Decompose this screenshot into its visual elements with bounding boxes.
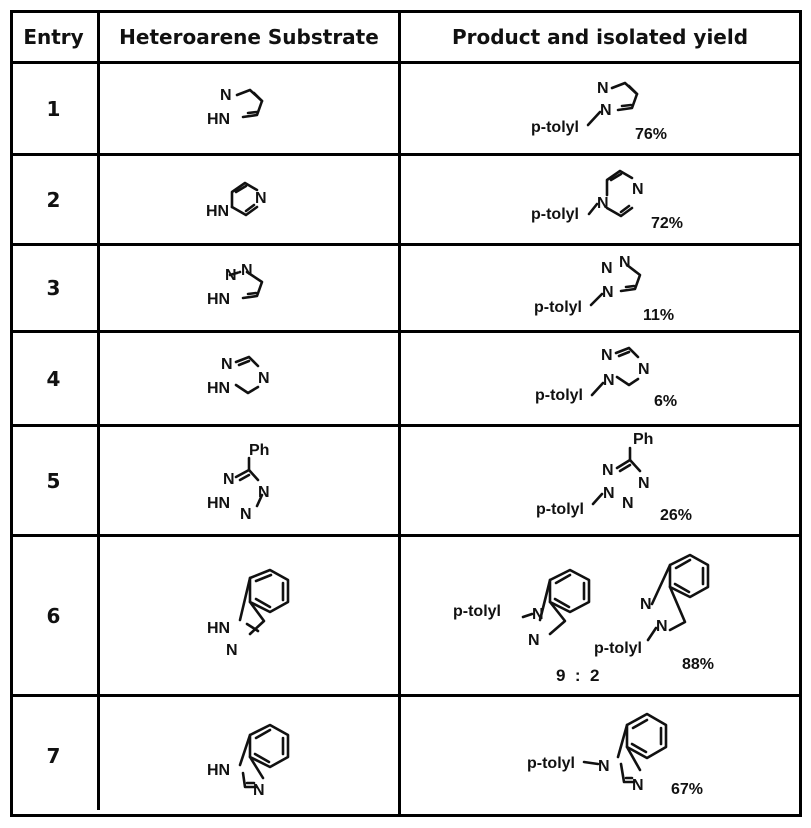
atom-label: N	[619, 254, 631, 271]
product-structure-1	[531, 80, 667, 143]
atom-label: N	[532, 606, 544, 623]
aryl-label: p-tolyl	[531, 119, 579, 136]
substrate-structure-7	[207, 725, 288, 799]
yield-value: 88%	[682, 656, 715, 673]
substrate-structure-1	[207, 87, 262, 128]
substituent-label: Ph	[633, 431, 654, 448]
substrate-structure-4	[207, 356, 270, 397]
substrate-structure-2	[206, 183, 267, 220]
isomer-ratio: 9 : 2	[556, 666, 600, 685]
atom-label: N	[258, 484, 270, 501]
atom-label: N	[603, 372, 615, 389]
atom-label: N	[640, 596, 652, 613]
aryl-label: p-tolyl	[594, 640, 642, 657]
aryl-label: p-tolyl	[536, 501, 584, 518]
atom-label: N	[240, 506, 252, 523]
substrate-structure-6	[207, 570, 288, 659]
substrate-structure-3	[207, 262, 262, 308]
atom-label: N	[597, 195, 609, 212]
aryl-label: p-tolyl	[531, 206, 579, 223]
atom-label: N	[597, 80, 609, 97]
atom-label: HN	[207, 380, 231, 397]
atom-label: N	[632, 777, 644, 794]
yield-value: 76%	[635, 126, 668, 143]
atom-label: N	[632, 181, 644, 198]
atom-label: HN	[207, 762, 231, 779]
atom-label: N	[528, 632, 540, 649]
yield-value: 26%	[660, 507, 693, 524]
header-entry: Entry	[23, 25, 84, 49]
entry-number: 6	[46, 603, 61, 628]
header-substrate: Heteroarene Substrate	[119, 25, 379, 49]
atom-label: N	[601, 260, 613, 277]
atom-label: HN	[207, 291, 231, 308]
atom-label: HN	[207, 495, 231, 512]
product-structure-3	[534, 254, 674, 324]
atom-label: N	[598, 758, 610, 775]
substituent-label: Ph	[249, 442, 270, 459]
atom-label: N	[241, 262, 253, 279]
atom-label: N	[622, 495, 634, 512]
atom-label: N	[602, 284, 614, 301]
aryl-label: p-tolyl	[527, 755, 575, 772]
atom-label: N	[223, 471, 235, 488]
entry-number: 1	[46, 96, 61, 121]
yield-value: 67%	[671, 781, 704, 798]
aryl-label: p-tolyl	[534, 299, 582, 316]
atom-label: N	[638, 475, 650, 492]
product-structure-6a	[453, 570, 589, 649]
atom-label: N	[601, 347, 613, 364]
product-structure-2	[531, 171, 683, 232]
product-structure-7	[527, 714, 703, 798]
product-structure-4	[535, 347, 677, 410]
atom-label: N	[226, 642, 238, 659]
header-product: Product and isolated yield	[451, 25, 749, 49]
entry-number: 4	[46, 366, 61, 391]
atom-label: N	[600, 102, 612, 119]
product-structure-6b	[594, 555, 714, 673]
atom-label: N	[603, 485, 615, 502]
entry-number: 7	[46, 743, 61, 768]
atom-label: HN	[207, 111, 231, 128]
entry-number: 2	[46, 187, 61, 212]
entry-number: 3	[46, 276, 61, 300]
aryl-label: p-tolyl	[535, 387, 583, 404]
entry-number: 5	[46, 468, 61, 493]
yield-value: 6%	[654, 393, 678, 410]
atom-label: N	[656, 618, 668, 635]
atom-label: HN	[206, 203, 230, 220]
atom-label: N	[225, 267, 237, 284]
substrate-structure-5	[207, 442, 270, 523]
yield-value: 72%	[651, 215, 684, 232]
atom-label: N	[602, 462, 614, 479]
atom-label: N	[253, 782, 265, 799]
atom-label: N	[221, 356, 233, 373]
aryl-label: p-tolyl	[453, 603, 501, 620]
atom-label: N	[638, 361, 650, 378]
product-structure-5	[536, 431, 692, 524]
atom-label: N	[220, 87, 232, 104]
atom-label: N	[258, 370, 270, 387]
atom-label: N	[255, 190, 267, 207]
yield-value: 11%	[643, 307, 675, 324]
atom-label: HN	[207, 620, 231, 637]
